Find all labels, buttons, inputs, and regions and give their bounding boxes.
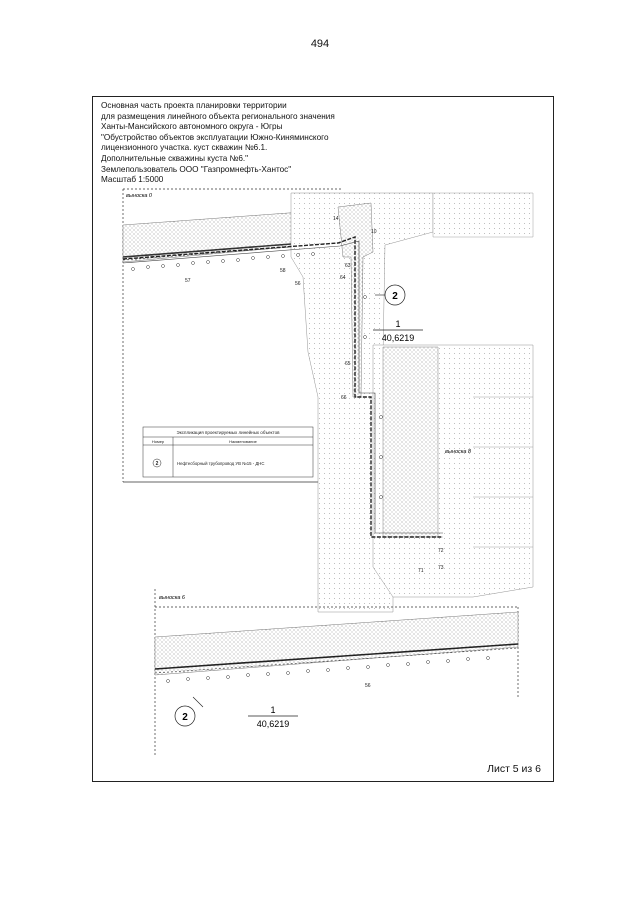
planning-map bbox=[93, 97, 555, 783]
parcel-label: 63 bbox=[345, 263, 351, 269]
parcel-label: 14 bbox=[333, 216, 339, 222]
parcel-label: 66 bbox=[341, 395, 347, 401]
parcel-label: 65 bbox=[345, 361, 351, 367]
sheet-footer: Лист 5 из 6 bbox=[487, 763, 541, 775]
header-line: Масштаб 1:5000 bbox=[101, 175, 164, 185]
callout-denominator: 40,6219 bbox=[381, 333, 415, 343]
legend-col-name: Наименование bbox=[229, 439, 257, 444]
parcel-label: 56 bbox=[295, 281, 301, 287]
legend-col-number: Номер bbox=[151, 439, 165, 444]
parcel-label: 10 bbox=[371, 229, 377, 235]
parcel-label: 56 bbox=[365, 683, 371, 689]
map-sheet bbox=[92, 96, 554, 782]
parcel-label: 64 bbox=[340, 275, 346, 281]
sheet-header bbox=[101, 101, 335, 186]
parcel-label: 57 bbox=[185, 278, 191, 284]
parcel-label: 73 bbox=[438, 565, 444, 571]
legend-title: Экспликация проектируемых линейных объектов bbox=[176, 430, 280, 435]
callout-lower bbox=[175, 697, 298, 729]
parcel-label: 71 bbox=[418, 568, 424, 574]
header-line: "Обустройство объектов эксплуатации Южно-Киняминского bbox=[101, 132, 329, 142]
page-number: 494 bbox=[310, 38, 330, 50]
legend-row-marker: 2 bbox=[155, 461, 159, 467]
header-line: Ханты-Мансийского автономного округа - Югры bbox=[101, 122, 283, 132]
callout-marker: 2 bbox=[182, 712, 188, 723]
header-line: Основная часть проекта планировки территории bbox=[101, 101, 287, 110]
callout-numerator: 1 bbox=[270, 705, 276, 715]
legend-row-name: Нефтесборный трубопровод УВ №15 - ДНС bbox=[177, 461, 265, 466]
inset-frame-bottom bbox=[155, 589, 518, 757]
callout-denominator: 40,6219 bbox=[256, 719, 290, 729]
lower-band bbox=[155, 612, 518, 675]
header-line: для размещения линейного объекта регионального значения bbox=[101, 111, 335, 121]
right-inset bbox=[373, 345, 533, 597]
header-line: лицензионного участка. куст скважин №6.1. bbox=[101, 143, 268, 153]
inset-label-bottom: выноска 6 bbox=[159, 595, 185, 601]
inset-label-top: выноска 0 bbox=[126, 193, 152, 199]
parcel-label: 72 bbox=[438, 548, 444, 554]
callout-numerator: 1 bbox=[395, 319, 401, 329]
callout-marker: 2 bbox=[392, 291, 398, 302]
inset-label-right: выноска 8 bbox=[445, 449, 471, 455]
header-line: Дополнительные скважины куста №6." bbox=[101, 153, 249, 163]
parcel-label: 58 bbox=[280, 268, 286, 274]
header-line: Землепользователь ООО "Газпромнефть-Хантос" bbox=[101, 164, 292, 174]
